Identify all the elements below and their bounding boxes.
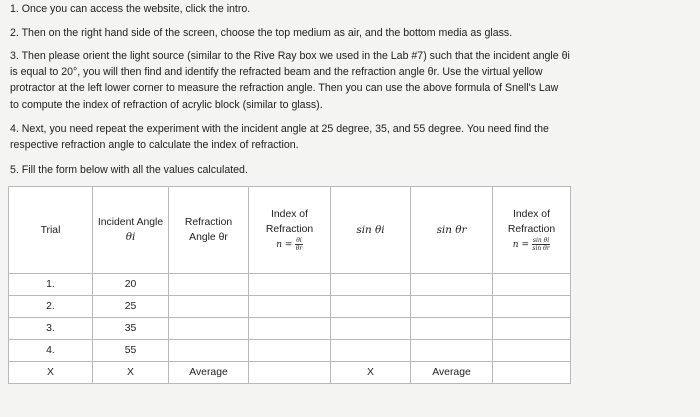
- header-refraction-angle-label: Angle θr: [189, 232, 228, 243]
- cell-sin-incident[interactable]: [331, 318, 411, 340]
- cell-incident-angle: 25: [93, 296, 169, 318]
- cell-index-sin-average[interactable]: [493, 362, 571, 384]
- instruction-step-1: 1. Once you can access the website, click the intro.: [10, 3, 251, 15]
- header-index2-fraction: [532, 237, 550, 252]
- cell-sin-refraction[interactable]: [411, 318, 493, 340]
- header-incident-label: Incident Angle: [97, 217, 164, 228]
- table-row: [9, 318, 571, 340]
- cell-refraction-angle[interactable]: [169, 318, 249, 340]
- header-sin-refraction-label: sin θr: [436, 223, 467, 236]
- header-index-of-refraction-sin: [493, 187, 571, 274]
- header-index2-label-2: Refraction: [507, 224, 556, 235]
- header-trial-label: Trial: [40, 224, 61, 236]
- header-index-fraction-den: θr: [295, 245, 303, 252]
- header-sin-refraction: [411, 187, 493, 274]
- cell-refraction-angle[interactable]: [169, 274, 249, 296]
- header-incident-angle: [93, 187, 169, 274]
- cell-index-sin[interactable]: [493, 340, 571, 362]
- cell-refraction-angle[interactable]: [169, 296, 249, 318]
- instruction-step-5: 5. Fill the form below with all the values calculated.: [10, 164, 248, 176]
- header-index2-label-1: Index of: [513, 209, 550, 220]
- cell-sin-incident: X: [331, 362, 411, 384]
- cell-sin-refraction[interactable]: [411, 340, 493, 362]
- cell-sin-incident[interactable]: [331, 274, 411, 296]
- cell-index[interactable]: [249, 340, 331, 362]
- cell-sin-incident[interactable]: [331, 296, 411, 318]
- results-table: [8, 186, 571, 384]
- header-refraction-angle: [169, 187, 249, 274]
- header-index2-formula-n: n =: [512, 240, 529, 250]
- cell-sin-incident[interactable]: [331, 340, 411, 362]
- header-index-label-2: Refraction: [265, 224, 314, 235]
- cell-trial: 4.: [9, 340, 93, 362]
- cell-refraction-average-label: Average: [169, 362, 249, 384]
- table-row: [9, 340, 571, 362]
- average-row: [9, 362, 571, 384]
- cell-trial: 3.: [9, 318, 93, 340]
- header-index-label-1: Index of: [271, 209, 308, 220]
- cell-index[interactable]: [249, 296, 331, 318]
- cell-trial: 1.: [9, 274, 93, 296]
- header-index2-formula: [493, 237, 570, 253]
- instruction-step-2: 2. Then on the right hand side of the screen, choose the top medium as air, and the bottom media as glass.: [10, 27, 513, 39]
- header-sin-incident-label: sin θi: [356, 223, 385, 236]
- header-index-of-refraction: [249, 187, 331, 274]
- cell-index[interactable]: [249, 274, 331, 296]
- header-index-fraction-num: θi: [296, 237, 302, 244]
- cell-trial: 2.: [9, 296, 93, 318]
- header-index2-fraction-den: sin θr: [532, 245, 550, 252]
- header-row: [9, 187, 571, 274]
- cell-refraction-angle[interactable]: [169, 340, 249, 362]
- cell-index-average[interactable]: [249, 362, 331, 384]
- header-index-formula: [249, 237, 330, 253]
- cell-incident-angle: 55: [93, 340, 169, 362]
- cell-index[interactable]: [249, 318, 331, 340]
- header-index-formula-n: n =: [276, 240, 293, 250]
- cell-sin-refraction-average-label: Average: [411, 362, 493, 384]
- cell-trial: X: [9, 362, 93, 384]
- cell-incident-angle: X: [93, 362, 169, 384]
- header-sin-incident: [331, 187, 411, 274]
- cell-index-sin[interactable]: [493, 318, 571, 340]
- cell-index-sin[interactable]: [493, 274, 571, 296]
- header-index2-fraction-num: sin θi: [532, 237, 550, 244]
- cell-sin-refraction[interactable]: [411, 296, 493, 318]
- table-row: [9, 296, 571, 318]
- header-incident-symbol: θi: [125, 231, 136, 243]
- cell-index-sin[interactable]: [493, 296, 571, 318]
- header-trial: [9, 187, 93, 274]
- table-row: [9, 274, 571, 296]
- cell-incident-angle: 35: [93, 318, 169, 340]
- cell-sin-refraction[interactable]: [411, 274, 493, 296]
- instruction-step-4: 4. Next, you need repeat the experiment with the incident angle at 25 degree, 35, and 55 degree. You need find the respective refraction angle to calculate the index of refraction.: [10, 123, 549, 152]
- instruction-step-3: 3. Then please orient the light source (similar to the Rive Ray box we used in the Lab #7) such that the incident angle θi is equal to 20°, you will then find and identify the refracted beam and the refraction angle θr. Use the virtual yellow protractor at the left lower corner to measure the refraction angle. Then you can use the above formula of Snell's Law to compute the index of refraction of acrylic block (similar to glass).: [10, 50, 570, 111]
- cell-incident-angle: 20: [93, 274, 169, 296]
- header-index-fraction: [295, 237, 303, 252]
- header-refraction-label: Refraction: [184, 217, 233, 228]
